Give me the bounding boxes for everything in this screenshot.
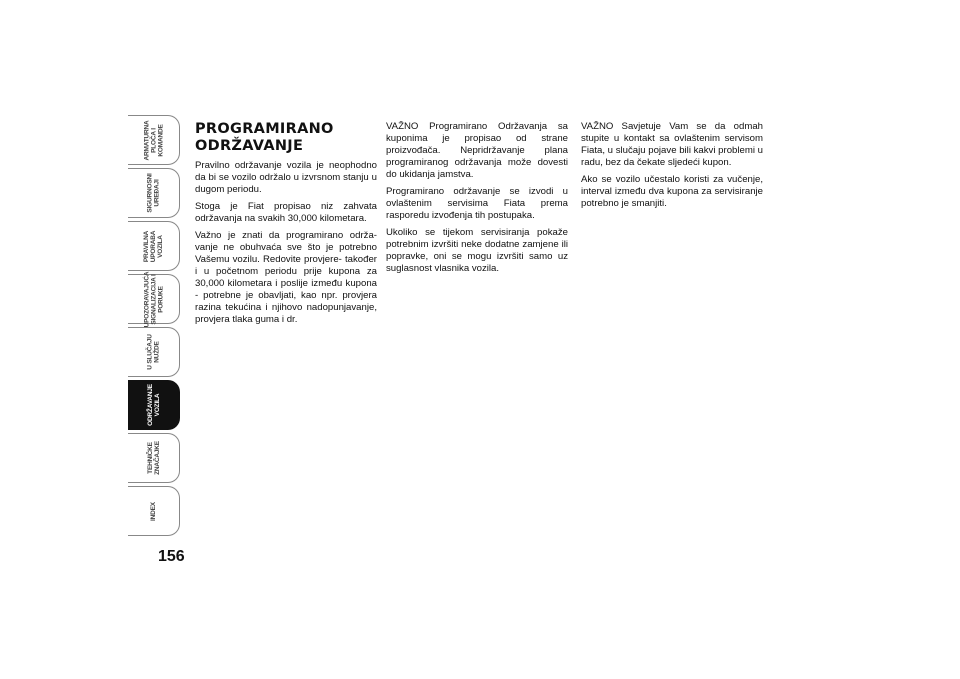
page-number: 156 — [158, 548, 185, 565]
tab-label: UPOZORAVAJUĆA SIGNALIZACIJA I PORUKE — [143, 271, 165, 327]
tab-upozoravajuca-signalizacija[interactable] — [128, 271, 180, 327]
tab-u-slucaju-nuzde[interactable] — [128, 327, 180, 377]
tab-label: PRAVILNA UPORABA VOZILA — [143, 230, 164, 262]
tab-odrzavanje-vozila[interactable] — [128, 380, 180, 430]
tab-label: SIGURNOSNI UREĐAJI — [146, 173, 161, 213]
paragraph: Ako se vozilo učestalo koristi za vučenje, interval između dva kupona za servisiranje potrebno je smanjiti. — [581, 174, 763, 209]
paragraph: VAŽNO Programirano Održavanja sa kuponima je propisao od strane proizvođača. Nepridržavanje plana programiranog održavanja može dovesti do ukidanja jamstva. — [386, 121, 568, 180]
paragraph: VAŽNO Savjetuje Vam se da odmah stupite u kontakt sa ovlaštenim servisom Fiata, u slučaju pojave bili kakvi problemi u radu, bez da čekate sljedeći kupon. — [581, 121, 763, 168]
tab-pravilna-uporaba[interactable] — [128, 221, 180, 271]
paragraph: Stoga je Fiat propisao niz zahvata održavanja na svakih 30,000 kilometara. — [195, 201, 377, 224]
tab-label: INDEX — [150, 501, 157, 521]
tab-label: TEHNIČKE ZNAČAJKE — [146, 441, 161, 475]
paragraph: Ukoliko se tijekom servisiranja pokaže potrebnim izvršiti neke dodatne zamjene ili popravke, oni se mogu izvršiti samo uz suglasnost vlasnika vozila. — [386, 227, 568, 274]
tab-armaturna-ploca[interactable] — [128, 115, 180, 165]
chapter-tabs — [128, 115, 180, 539]
column-2 — [386, 121, 568, 280]
paragraph: Važno je znati da programirano održa-vanje ne obuhvaća sve što je potrebno Vašemu vozilu. Redovite provjere- također i u početnom periodu prije kupona za 30,000 kilometara i poslije između kupona - potrebne je obavljati, kao npr. provjera razina tekućina i njihovo nadopunjavanje, provjera tlaka guma i dr. — [195, 230, 377, 325]
section-title: PROGRAMIRANO ODRŽAVANJE — [195, 121, 334, 154]
tab-label: ARMATURNA PLOČA I KOMANDE — [143, 120, 164, 160]
tab-index[interactable] — [128, 486, 180, 536]
tab-tehnicke-znacajke[interactable] — [128, 433, 180, 483]
tab-label: ODRŽAVANJE VOZILA — [146, 384, 161, 426]
column-1 — [195, 121, 377, 331]
paragraph: Pravilno održavanje vozila je neophodno da bi se vozilo održalo u izvrsnom stanju u dugom periodu. — [195, 160, 377, 195]
paragraph: Programirano održavanje se izvodi u ovlaštenim servisima Fiata prema rasporedu izvođenja tih postupaka. — [386, 186, 568, 221]
tab-label: U SLUČAJU NUŽDE — [146, 334, 161, 370]
tab-sigurnosni-uredaji[interactable] — [128, 168, 180, 218]
column-3 — [581, 121, 763, 215]
